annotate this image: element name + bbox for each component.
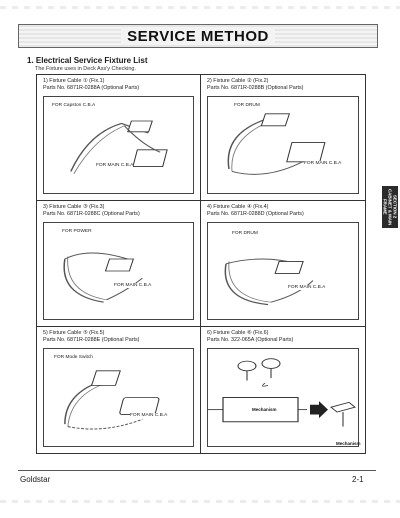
fixture-label-a: FOR Mode Switch: [54, 355, 93, 360]
fixture-caption: [207, 78, 303, 92]
fixture-illustration: [207, 348, 359, 447]
fixture-label-b: FOR MAIN C.B.A: [304, 161, 342, 166]
fixture-label-b: FOR MAIN C.B.A: [130, 413, 168, 418]
cable-drawing: [44, 223, 193, 319]
fixture-illustration: [207, 222, 359, 320]
fixture-label-b: FOR MAIN C.B.A: [96, 163, 134, 168]
fixture-illustration: [43, 348, 194, 447]
fixture-parts: Parts No. 322-065A (Optional Parts): [207, 337, 294, 343]
fixture-caption: [43, 78, 139, 92]
fixture-cell-5: [37, 327, 201, 453]
fixture-parts: Parts No. 6871R-0288D (Optional Parts): [207, 211, 304, 217]
cable-drawing: [208, 97, 358, 193]
fixture-name: 6) Fixture Cable ⑥ (Fix.6): [207, 330, 269, 336]
section-subtitle: The Fixture uses in Deck Ass'y Checking.: [35, 66, 137, 72]
footer-brand: Goldstar: [20, 475, 51, 484]
fixture-name: 3) Fixture Cable ③ (Fix.3): [43, 204, 105, 210]
fixture-parts: Parts No. 6871R-0288A (Optional Parts): [43, 85, 140, 91]
side-tab-label: SECTION 2 CABINET & MAIN FRAME: [382, 188, 398, 226]
footer-divider: [18, 470, 376, 471]
fixture-label-a: FOR DRUM: [232, 231, 258, 236]
cable-drawing: [44, 97, 193, 193]
cable-drawing: [208, 223, 358, 319]
fixture-parts: Parts No. 6871R-0288C (Optional Parts): [43, 211, 140, 217]
fixture-caption: [43, 330, 139, 344]
fixture-parts: Parts No. 6871R-0288B (Optional Parts): [207, 85, 304, 91]
fixture-caption: [43, 204, 140, 218]
fixture-name: 1) Fixture Cable ① (Fix.1): [43, 78, 105, 84]
fixture-label-b: FOR MAIN C.B.A: [288, 285, 326, 290]
fixture-label-a: FOR DRUM: [234, 103, 260, 108]
fixture-cell-6: [201, 327, 365, 453]
mechanism-drawing: [208, 349, 358, 446]
page-title: SERVICE METHOD: [121, 28, 275, 45]
fixture-parts: Parts No. 6871R-0288E (Optional Parts): [43, 337, 140, 343]
fixture-cell-1: [37, 75, 201, 201]
cable-drawing: [44, 349, 193, 446]
fixture-label-a: FOR Capston C.B.A: [52, 103, 96, 108]
fixture-name: 5) Fixture Cable ⑤ (Fix.5): [43, 330, 105, 336]
fixture-illustration: [207, 96, 359, 194]
page-banner: [18, 24, 378, 48]
fixture-cell-4: [201, 201, 365, 327]
fixture-illustration: [43, 222, 194, 320]
page-number: 2-1: [352, 475, 364, 484]
fixture-illustration: [43, 96, 194, 194]
fixture-label-a: FOR POWER: [62, 229, 92, 234]
fixture-label-a: Mechanism: [252, 407, 277, 412]
fixture-label-b: FOR MAIN C.B.A: [114, 283, 152, 288]
fixture-label-b: Mechanism: [336, 441, 361, 446]
fixture-name: 4) Fixture Cable ④ (Fix.4): [207, 204, 269, 210]
fixture-name: 2) Fixture Cable ② (Fix.2): [207, 78, 269, 84]
section-side-tab: [382, 186, 398, 228]
fixture-cell-2: [201, 75, 365, 201]
fixture-caption: [207, 204, 304, 218]
section-title: 1. Electrical Service Fixture List: [27, 56, 148, 65]
fixture-cell-3: [37, 201, 201, 327]
fixture-grid: [36, 74, 366, 454]
fixture-caption: [207, 330, 293, 344]
